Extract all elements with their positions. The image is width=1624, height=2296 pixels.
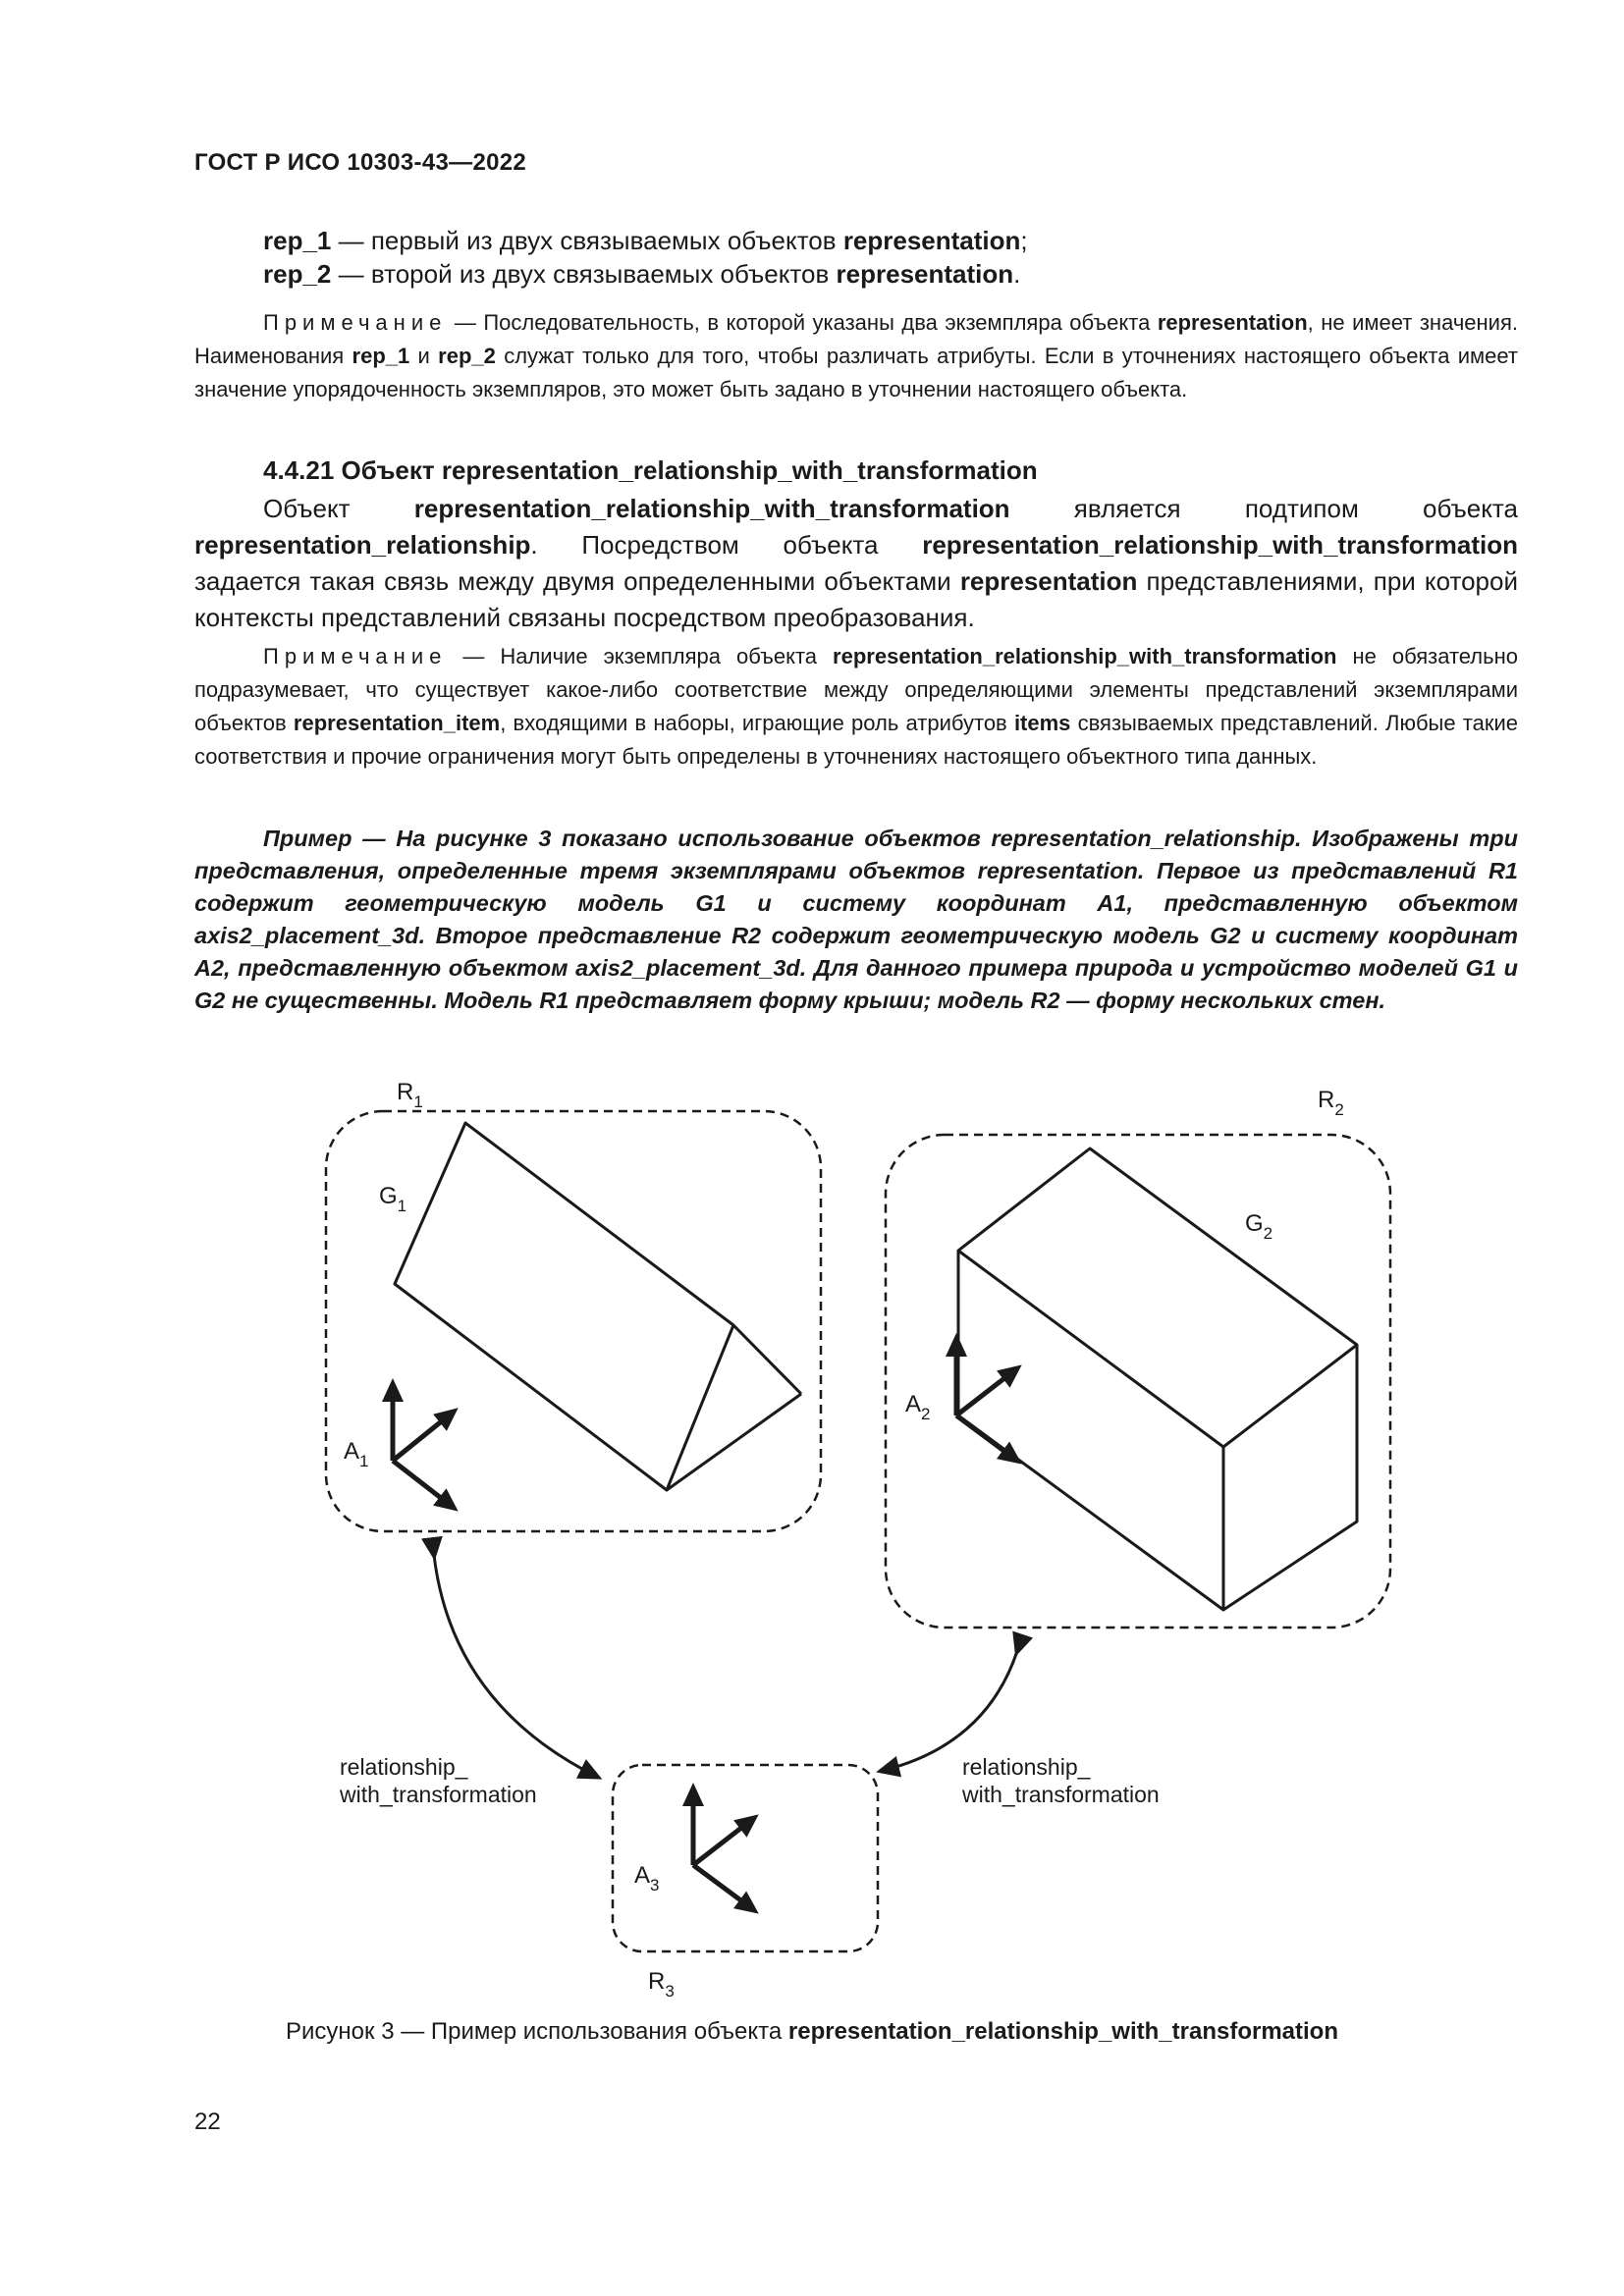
example-paragraph: Пример — На рисунке 3 показано использование объектов representation_relationship. Изображены три представления, определенные тремя экземплярами объектов representation. Первое из представлений R1 содержит геометрическую модель G1 и систему координат A1, представленную объектом axis2_placement_3d. Второе представление R2 содержит геометрическую модель G2 и систему координат A2, представленную объектом axis2_placement_3d. Для данного примера природа и устройство моделей G1 и G2 не существенны. Модель R1 представляет форму крыши; модель R2 — форму нескольких стен. [194,826,1518,1013]
a1-label: $A_1$ [344,1438,369,1470]
para-bold: representation [959,566,1138,596]
g1-label: $G_1$ [379,1183,407,1215]
body-paragraph [194,491,1518,636]
r3-label: $R_3$ [648,1968,675,2001]
a2-label: $A_2$ [905,1391,931,1423]
document-header: ГОСТ Р ИСО 10303-43—2022 [194,149,527,176]
para-text: представлениями, при которой контексты представлений связаны посредством преобразования. [194,566,1518,632]
note-bold: representation_item [293,711,501,735]
relationship-arrow-right [882,1651,1017,1771]
figure-caption [0,2018,1624,2046]
r2-label: $R_2$ [1318,1087,1344,1119]
page-number: 22 [194,2109,221,2135]
para-text: задается такая связь между двумя определенными объектами [194,566,960,596]
note-text: служат только для того, чтобы различать атрибуты. Если в уточнениях настоящего объекта имеет значение упорядоченность экземпляров, это может быть задано в уточнении настоящего объекта. [194,344,1519,401]
relationship-label-right: relationship_ with_transformation [962,1754,1160,1807]
attribute-name: rep_1 [263,226,332,255]
attribute-desc: — второй из двух связываемых объектов [331,259,837,289]
attribute-list [263,224,1028,291]
attribute-object: representation [836,259,1014,289]
note-bold: rep_2 [438,344,496,368]
attribute-name: rep_2 [263,259,332,289]
attribute-end: . [1013,259,1021,289]
para-bold: representation_relationship_with_transformation [413,494,1010,523]
r1-label: $R_1$ [397,1079,423,1111]
a3-axes [693,1789,754,1910]
para-bold: representation_relationship [194,530,531,560]
section-heading: 4.4.21 Объект representation_relationship_with_transformation [263,455,1038,485]
caption-text: Рисунок 3 — Пример использования объекта [286,2018,788,2045]
note-1 [194,306,1518,406]
relationship-label-left: relationship_ with_transformation [340,1754,537,1807]
note-text: не обязательно подразумевает, что существует какое-либо соответствие между определяющими элементы представлений экземплярами объектов [194,644,1518,735]
attribute-object: representation [842,226,1021,255]
note-label: Примечание [263,310,448,335]
a3-label: $A_3$ [634,1862,660,1895]
note-bold: representation [1157,310,1308,335]
note-label: Примечание [263,644,448,668]
attribute-end: ; [1020,226,1028,255]
note-text: и [409,344,439,368]
relationship-arrow-left [434,1555,597,1777]
note-text: , не имеет значения. Наименования [194,310,1518,368]
note-text: , входящими в наборы, играющие роль атрибутов [500,711,1014,735]
attribute-rep2 [263,257,1028,291]
note-text: связываемых представлений. Любые такие соответствия и прочие ограничения могут быть определены в уточнениях настоящего объектного типа данных. [194,711,1519,769]
walls-box-shape [958,1148,1357,1610]
roof-prism-shape [395,1123,801,1490]
attribute-desc: — первый из двух связываемых объектов [331,226,843,255]
para-text: Объект [263,494,414,523]
note-bold: representation_relationship_with_transformation [833,644,1337,668]
note-bold: items [1013,711,1071,735]
note-2 [194,640,1518,774]
r3-boundary [613,1765,878,1951]
a2-axes [956,1339,1017,1461]
note-text: — Наличие экземпляра объекта [447,644,834,668]
para-text: является подтипом объекта [1009,494,1518,523]
note-bold: rep_1 [352,344,410,368]
g2-label: $G_2$ [1245,1210,1273,1243]
attribute-rep1 [263,224,1028,257]
para-text: . Посредством объекта [530,530,923,560]
r2-boundary [886,1135,1390,1628]
figure-3-diagram [0,1041,1624,2002]
caption-bold: representation_relationship_with_transformation [787,2018,1338,2045]
a1-axes [393,1384,454,1508]
note-text: — Последовательность, в которой указаны два экземпляра объекта [447,310,1158,335]
para-bold: representation_relationship_with_transformation [922,530,1518,560]
